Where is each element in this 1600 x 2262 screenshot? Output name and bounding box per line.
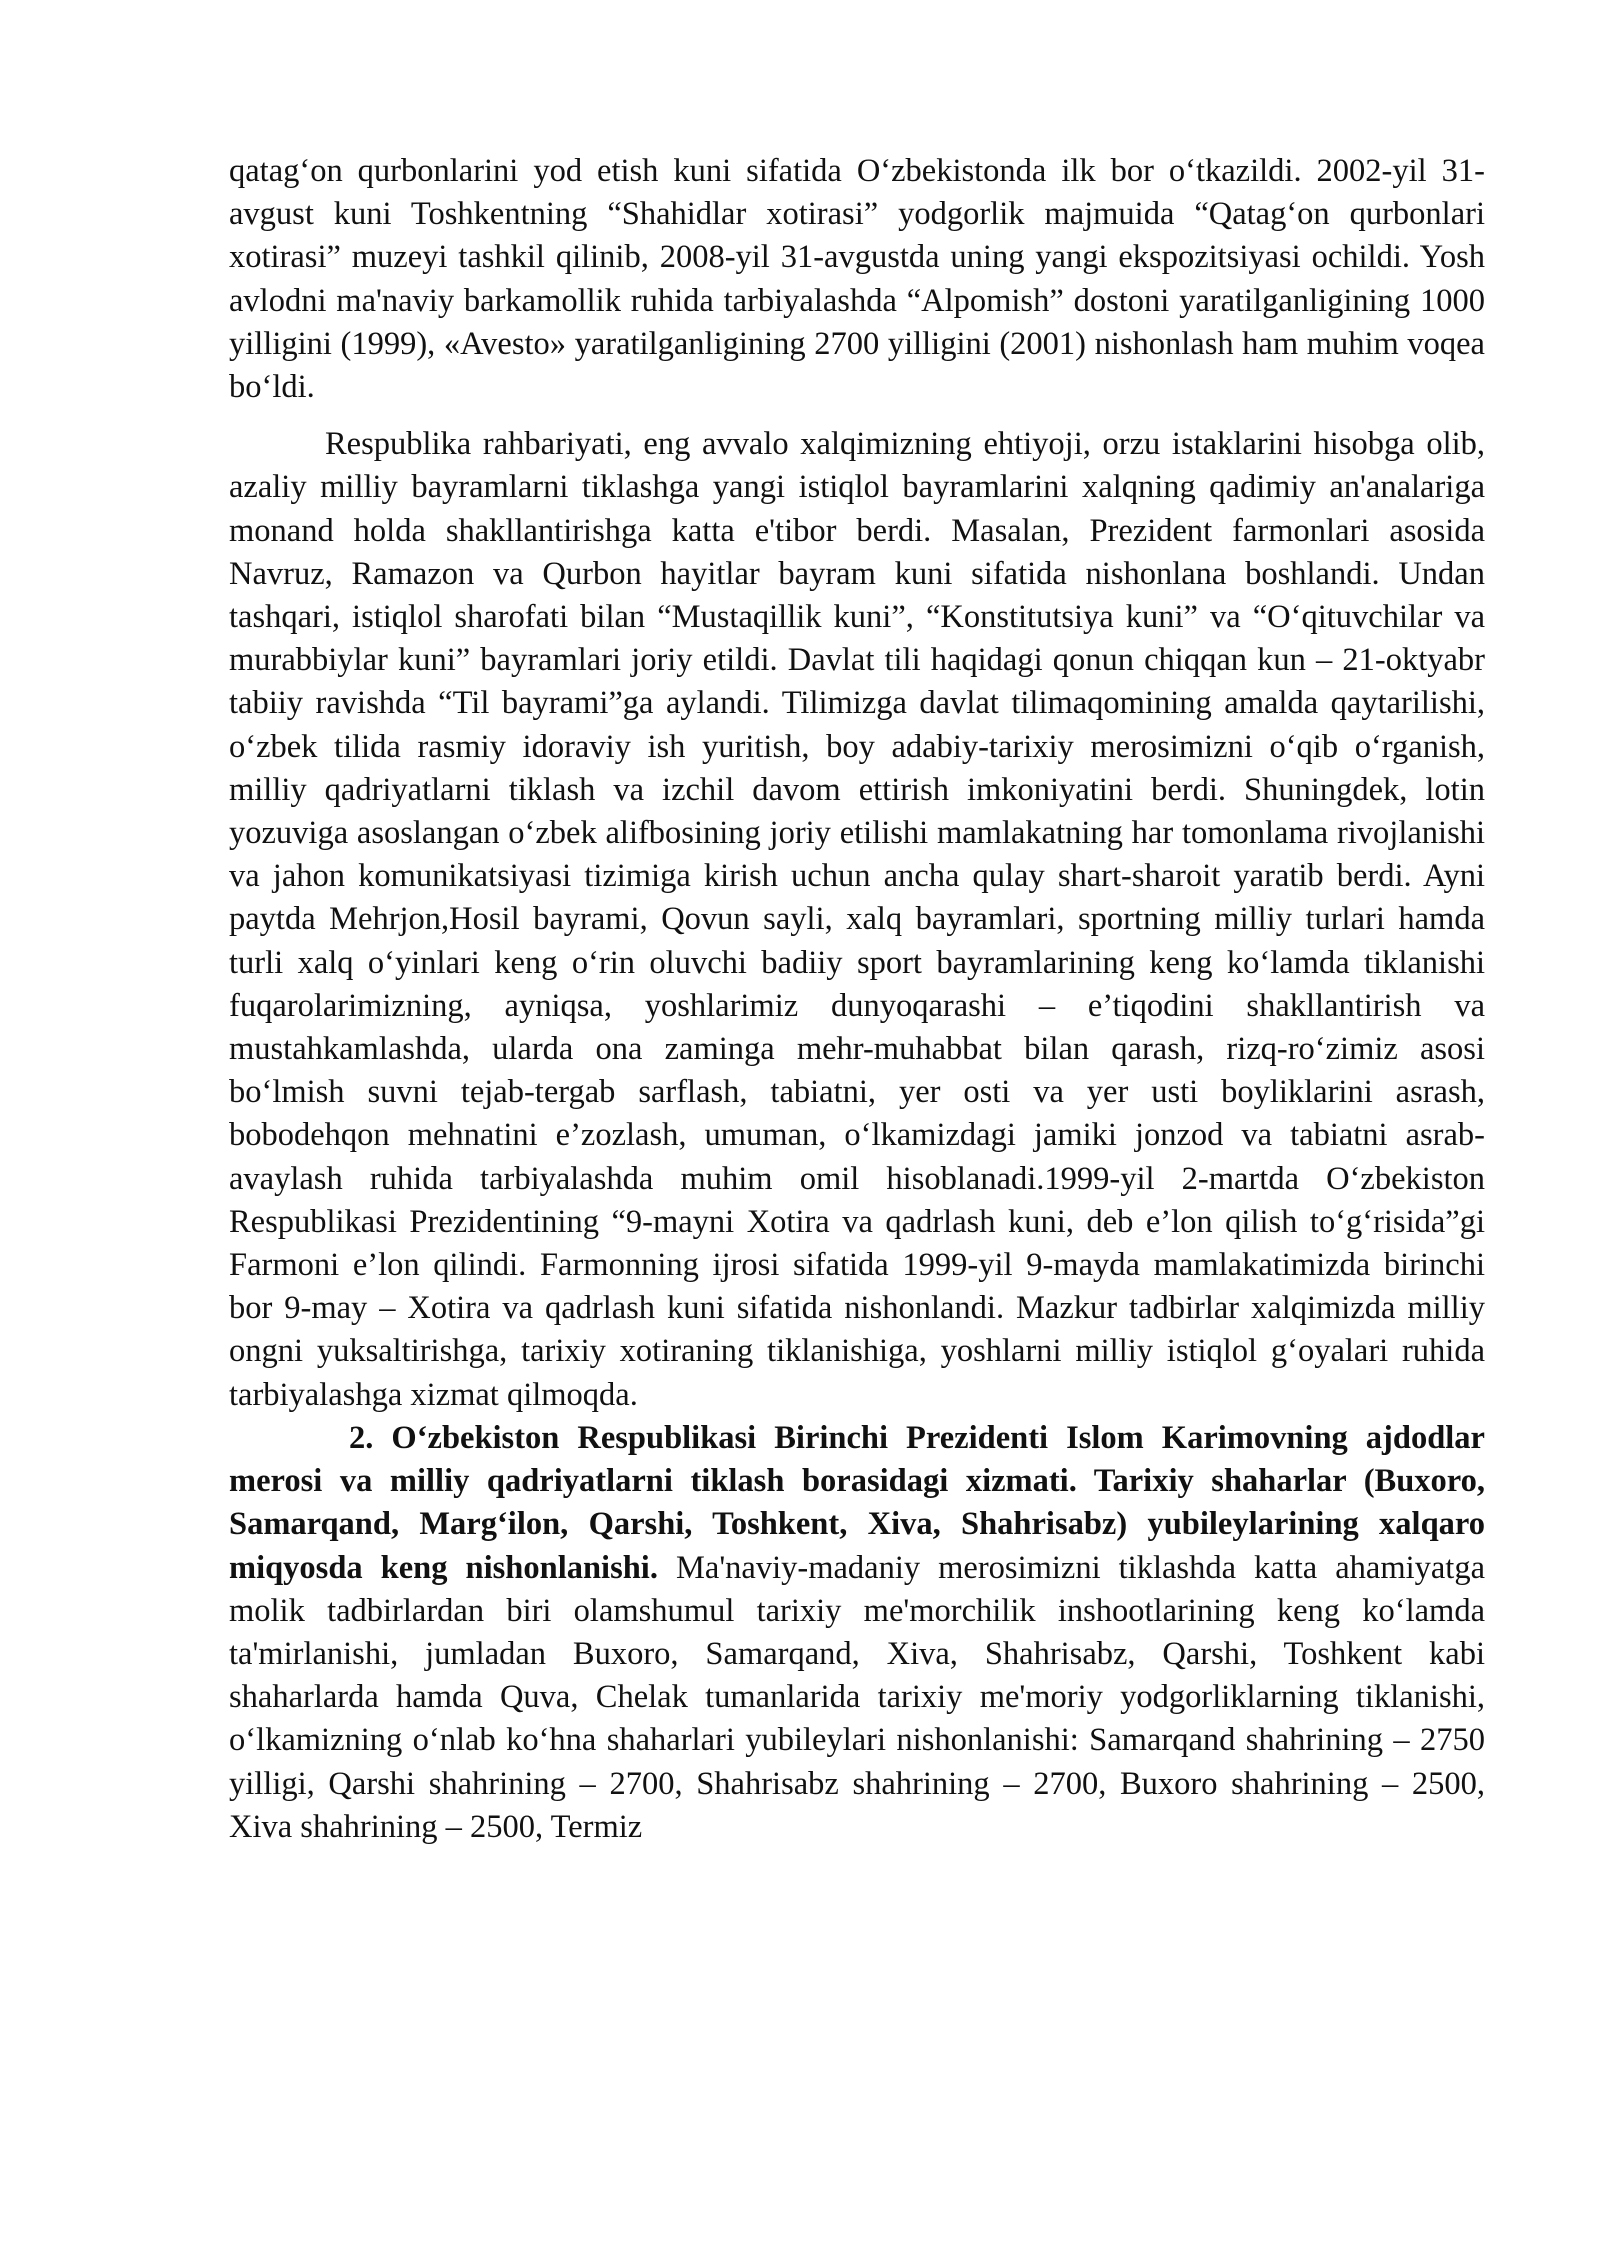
paragraph-1: qatag‘on qurbonlarini yod etish kuni sifatida O‘zbekistonda ilk bor o‘tkazildi. 2002-yil 31-avgust kuni Toshkentning “Shahidlar xotirasi” yodgorlik majmuida “Qatag‘on qurbonlari xotirasi” muzeyi tashkil qilinib, 2008-yil 31-avgustda uning yangi ekspozitsiyasi ochildi. Yosh avlodni ma'naviy barkamollik ruhida tarbiyalashda “Alpomish” dostoni yaratilganligining 1000 yilligini (1999), «Avesto» yaratilganligining 2700 yilligini (2001) nishonlash ham muhim voqea bo‘ldi. (229, 153, 1485, 406)
section-heading: 2. O‘zbekiston Respublikasi Birinchi Prezidenti Islom Karimovning ajdodlar merosi va milliy qadriyatlarni tiklash borasidagi xizmati. Tarixiy shaharlar (Buxoro, Samarqand, Marg‘ilon, Qarshi, Toshkent, Xiva, Shahrisabz) yubileylarining xalqaro miqyosda keng nishonlanishi. (229, 1419, 1485, 1586)
document-page (229, 150, 1485, 1849)
section-2 (229, 1417, 1485, 1849)
paragraph-2: Respublika rahbariyati, eng avvalo xalqimizning ehtiyoji, orzu istaklarini hisobga olib, azaliy milliy bayramlarni tiklashga yangi istiqlol bayramlarini xalqning qadimiy an'analariga monand holda shakllantirishga katta e'tibor berdi. Masalan, Prezident farmonlari asosida Navruz, Ramazon va Qurbon hayitlar bayram kuni sifatida nishonlana boshlandi. Undan tashqari, istiqlol sharofati bilan “Mustaqillik kuni”, “Konstitutsiya kuni” va “O‘qituvchilar va murabbiylar kuni” bayramlari joriy etildi. Davlat tili haqidagi qonun chiqqan kun – 21-oktyabr tabiiy ravishda “Til bayrami”ga aylandi. Tilimizga davlat tilimaqomining amalda qaytarilishi, o‘zbek tilida rasmiy idoraviy ish yuritish, boy adabiy-tarixiy merosimizni o‘qib o‘rganish, milliy qadriyatlarni tiklash va izchil davom ettirish imkoniyatini berdi. Shuningdek, lotin yozuviga asoslangan o‘zbek alifbosining joriy etilishi mamlakatning har tomonlama rivojlanishi va jahon komunikatsiyasi tizimiga kirish uchun ancha qulay shart-sharoit yaratib berdi. Ayni paytda Mehrjon,Hosil bayrami, Qovun sayli, xalq bayramlari, sportning milliy turlari hamda turli xalq o‘yinlari keng o‘rin oluvchi badiiy sport bayramlarining keng ko‘lamda tiklanishi fuqarolarimizning, ayniqsa, yoshlarimiz dunyoqarashi – e’tiqodini shakllantirish va mustahkamlashda, ularda ona zaminga mehr-muhabbat bilan qarash, rizq-ro‘zimiz asosi bo‘lmish suvni tejab-tergab sarflash, tabiatni, yer osti va yer usti boyliklarini asrash, bobodehqon mehnatini e’zozlash, umuman, o‘lkamizdagi jamiki jonzod va tabiatni asrab-avaylash ruhida tarbiyalashda muhim omil hisoblanadi.1999-yil 2-martda O‘zbekiston Respublikasi Prezidentining “9-mayni Xotira va qadrlash kuni, deb e’lon qilish to‘g‘risida”gi Farmoni e’lon qilindi. Farmonning ijrosi sifatida 1999-yil 9-mayda mamlakatimizda birinchi bor 9-may – Xotira va qadrlash kuni sifatida nishonlandi. Mazkur tadbirlar xalqimizda milliy ongni yuksaltirishga, tarixiy xotiraning tiklanishiga, yoshlarni milliy istiqlol g‘oyalari ruhida tarbiyalashga xizmat qilmoqda. (229, 426, 1485, 1413)
section-body: Ma'naviy-madaniy merosimizni tiklashda katta ahamiyatga molik tadbirlardan biri olamshumul tarixiy me'morchilik inshootlarining keng ko‘lamda ta'mirlanishi, jumladan Buxoro, Samarqand, Xiva, Shahrisabz, Qarshi, Toshkent kabi shaharlarda hamda Quva, Chelak tumanlarida tarixiy me'moriy yodgorliklarning tiklanishi, o‘lkamizning o‘nlab ko‘hna shaharlari yubileylari nishonlanishi: Samarqand shahrining – 2750 yilligi, Qarshi shahrining – 2700, Shahrisabz shahrining – 2700, Buxoro shahrining – 2500, Xiva shahrining – 2500, Termiz (229, 1549, 1486, 1845)
